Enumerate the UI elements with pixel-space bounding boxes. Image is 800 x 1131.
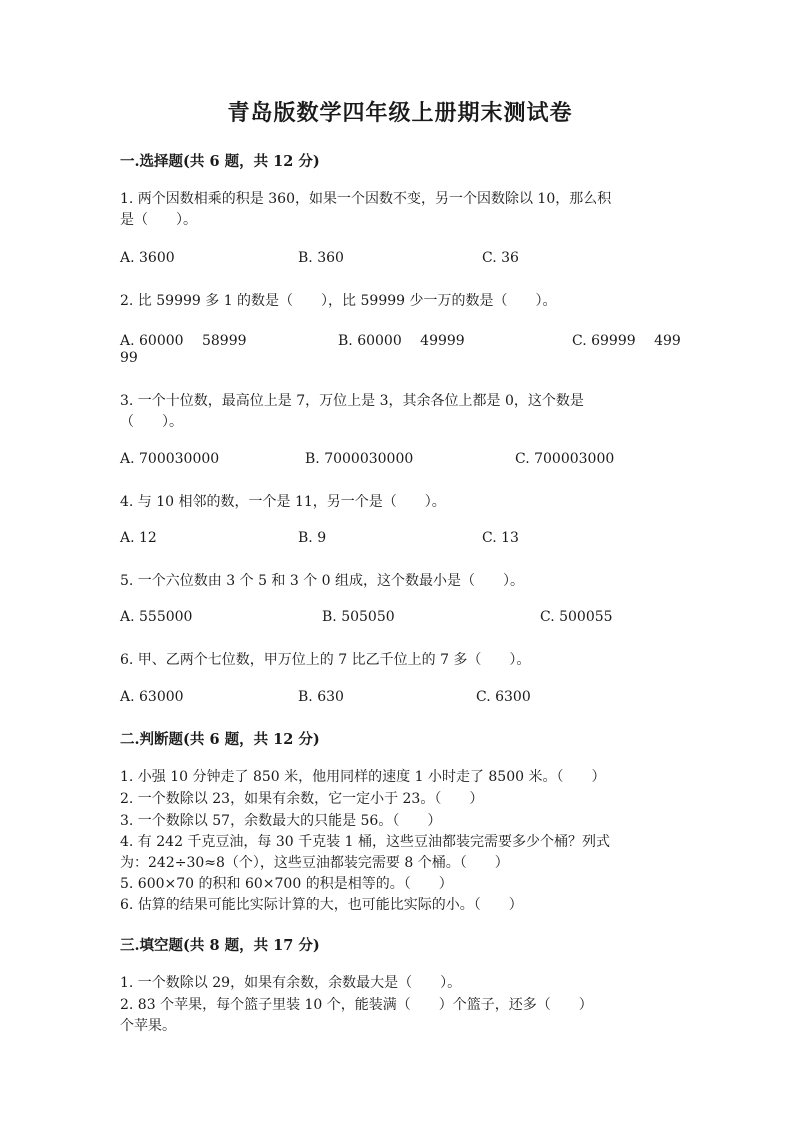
question-text: 4. 与 10 相邻的数，一个是 11，另一个是（ ）。 xyxy=(120,494,446,510)
option-c: C. 36 xyxy=(482,250,519,266)
option-a: A. 555000 xyxy=(120,609,193,625)
statement-text: 3. 一个数除以 57，余数最大的只能是 56。（ ） xyxy=(120,813,442,829)
option-b: B. 505050 xyxy=(322,609,395,625)
question-text-cont: 是（ ）。 xyxy=(120,212,197,228)
option-b: B. 630 xyxy=(298,689,344,705)
statement-text: 1. 小强 10 分钟走了 850 米，他用同样的速度 1 小时走了 8500 米。（ ） xyxy=(120,769,606,785)
option-c-cont: 99 xyxy=(120,350,138,366)
question-text: 1. 两个因数相乘的积是 360，如果一个因数不变，另一个因数除以 10，那么积 xyxy=(120,191,612,207)
section-heading-judgement: 二.判断题(共 6 题，共 12 分) xyxy=(120,731,320,748)
statement-text: 4. 有 242 千克豆油，每 30 千克装 1 桶，这些豆油都装完需要多少个桶？列式 xyxy=(120,834,610,850)
option-c: C. 6300 xyxy=(476,689,531,705)
section-heading-choice: 一.选择题(共 6 题，共 12 分) xyxy=(120,153,320,170)
option-b: B. 360 xyxy=(298,250,344,266)
statement-text: 6. 估算的结果可能比实际计算的大，也可能比实际的小。（ ） xyxy=(120,897,523,913)
option-a: A. 60000 58999 xyxy=(120,333,247,349)
option-a: A. 63000 xyxy=(120,689,184,705)
option-c: C. 13 xyxy=(482,530,519,546)
section-heading-fill-blank: 三.填空题(共 8 题，共 17 分) xyxy=(120,937,320,954)
option-b: B. 9 xyxy=(298,530,327,546)
statement-text-cont: 为：242÷30≈8（个），这些豆油都装完需要 8 个桶。（ ） xyxy=(120,855,509,871)
statement-text: 5. 600×70 的积和 60×700 的积是相等的。（ ） xyxy=(120,876,453,892)
option-c: C. 69999 499 xyxy=(572,333,681,349)
statement-text: 2. 一个数除以 23，如果有余数，它一定小于 23。（ ） xyxy=(120,791,484,807)
question-text: 6. 甲、乙两个七位数，甲万位上的 7 比乙千位上的 7 多（ ）。 xyxy=(120,652,531,668)
option-b: B. 60000 49999 xyxy=(338,333,465,349)
question-text: 3. 一个十位数，最高位上是 7，万位上是 3，其余各位上都是 0，这个数是 xyxy=(120,393,584,409)
question-text-cont: （ ）。 xyxy=(120,414,183,430)
option-a: A. 12 xyxy=(120,530,157,546)
option-c: C. 700003000 xyxy=(515,451,615,467)
option-c: C. 500055 xyxy=(540,609,613,625)
fill-question-text: 1. 一个数除以 29，如果有余数，余数最大是（ ）。 xyxy=(120,975,462,991)
question-text: 2. 比 59999 多 1 的数是（ ），比 59999 少一万的数是（ ）。 xyxy=(120,293,557,309)
option-a: A. 700030000 xyxy=(120,451,220,467)
option-b: B. 7000030000 xyxy=(305,451,414,467)
page-title: 青岛版数学四年级上册期末测试卷 xyxy=(227,100,573,126)
fill-question-text-cont: 个苹果。 xyxy=(120,1018,176,1034)
fill-question-text: 2. 83 个苹果，每个篮子里装 10 个，能装满（ ）个篮子，还多（ ） xyxy=(120,997,593,1013)
question-text: 5. 一个六位数由 3 个 5 和 3 个 0 组成，这个数最小是（ ）。 xyxy=(120,573,525,589)
option-a: A. 3600 xyxy=(120,250,175,266)
